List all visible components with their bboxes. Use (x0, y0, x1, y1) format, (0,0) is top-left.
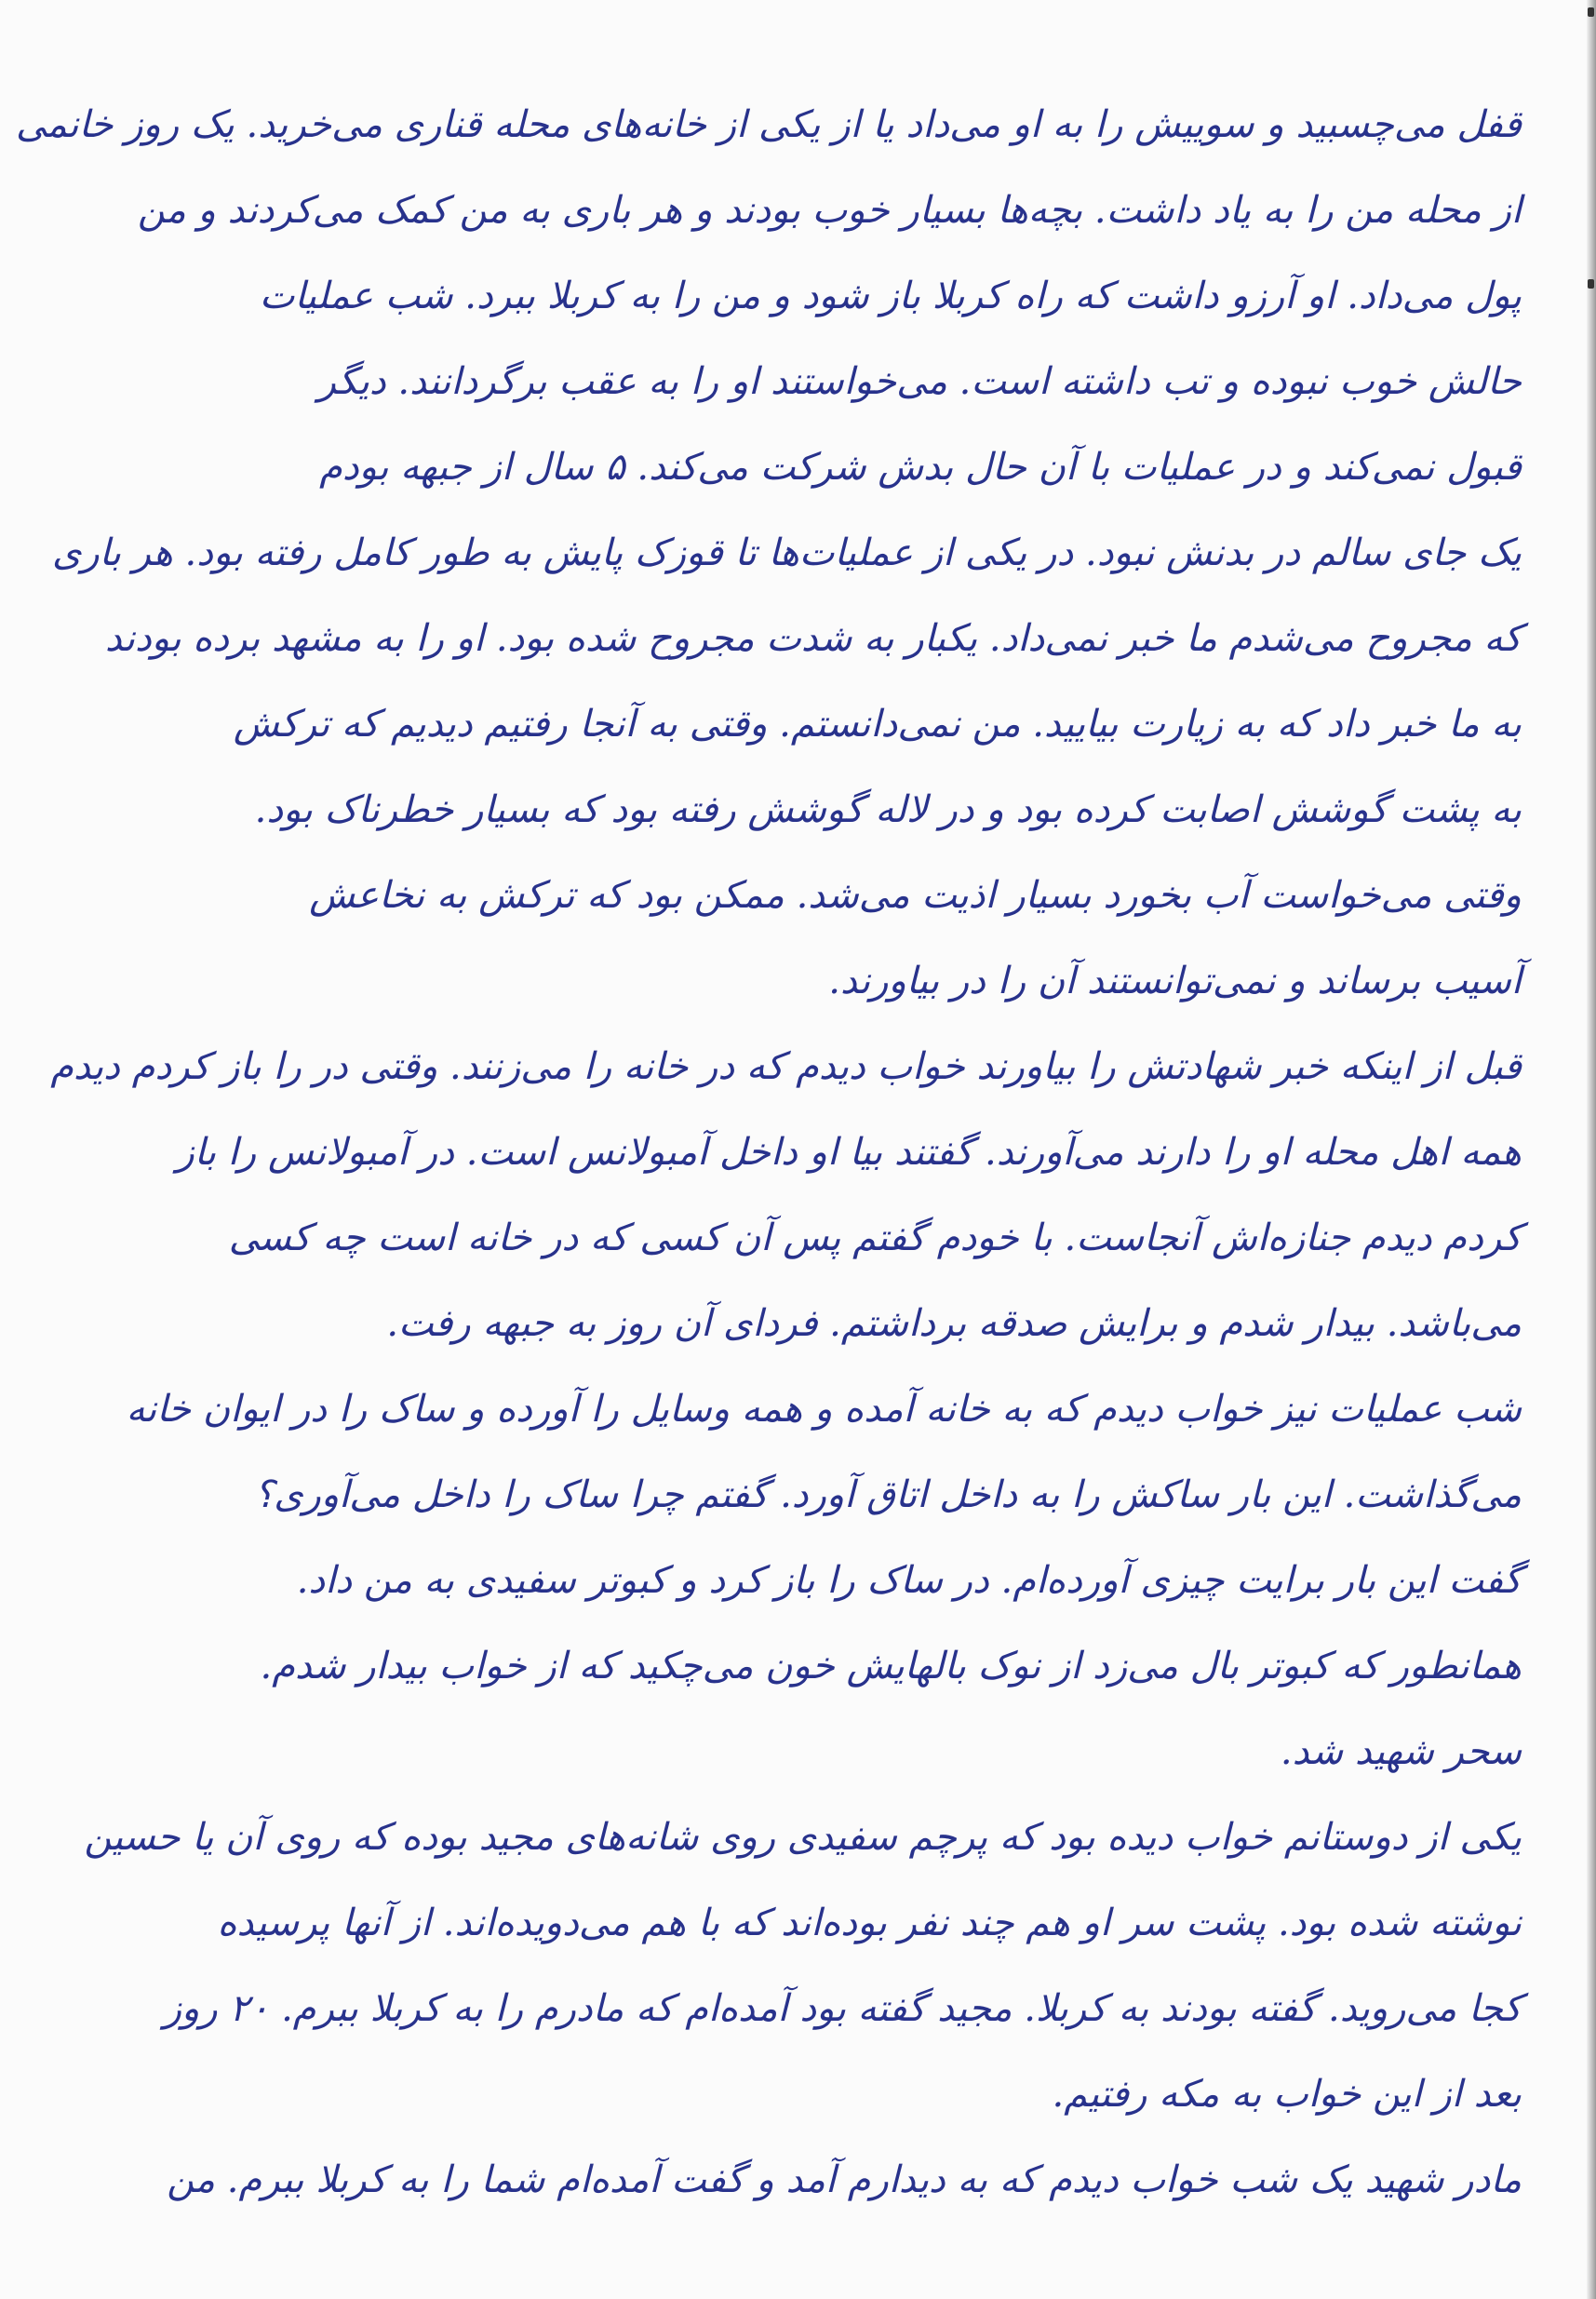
text-line: قبل از اینکه خبر شهادتش را بیاورند خواب دیدم که در خانه را می‌زنند. وقتی در را باز کردم دیدم (50, 1045, 1522, 1088)
text-line: یکی از دوستانم خواب دیده بود که پرچم سفیدی روی شانه‌های مجید بوده که روی آن یا حسین (84, 1816, 1522, 1859)
text-line: به ما خبر داد که به زیارت بیایید. من نمی‌دانستم. وقتی به آنجا رفتیم دیدیم که ترکش (233, 703, 1522, 746)
text-line: مادر شهید یک شب خواب دیدم که به دیدارم آمد و گفت آمده‌ام شما را به کربلا ببرم. من (167, 2158, 1522, 2201)
handwritten-text-block (15, 82, 1522, 2223)
text-line: از محله من را به یاد داشت. بچه‌ها بسیار خوب بودند و هر باری به من کمک می‌کردند و من (137, 189, 1522, 232)
text-line: کجا می‌روید. گفته بودند به کربلا. مجید گفته بود آمده‌ام که مادرم را به کربلا ببرم. ۲۰ روز (163, 1987, 1522, 2030)
text-line: می‌باشد. بیدار شدم و برایش صدقه برداشتم. فردای آن روز به جبهه رفت. (386, 1302, 1522, 1345)
page-edge-shadow (1587, 0, 1596, 2299)
text-line: سحر شهید شد. (1280, 1730, 1522, 1773)
text-line: قفل می‌چسبید و سوییش را به او می‌داد یا از یکی از خانه‌های محله قناری می‌خرید. یک روز خانمی (15, 103, 1522, 146)
text-line: حالش خوب نبوده و تب داشته است. می‌خواستند او را به عقب برگردانند. دیگر (317, 360, 1522, 403)
text-line: می‌گذاشت. این بار ساکش را به داخل اتاق آورد. گفتم چرا ساک را داخل می‌آوری؟ (253, 1473, 1522, 1516)
text-line: وقتی می‌خواست آب بخورد بسیار اذیت می‌شد. ممکن بود که ترکش به نخاعش (309, 874, 1522, 917)
text-line: به پشت گوشش اصابت کرده بود و در لاله گوشش رفته بود که بسیار خطرناک بود. (254, 788, 1522, 831)
text-line: آسیب برساند و نمی‌توانستند آن را در بیاورند. (828, 960, 1522, 1002)
text-line: نوشته شده بود. پشت سر او هم چند نفر بوده‌اند که با هم می‌دویده‌اند. از آنها پرسیده (217, 1902, 1522, 1944)
text-line: کردم دیدم جنازه‌اش آنجاست. با خودم گفتم پس آن کسی که در خانه است چه کسی (228, 1217, 1522, 1259)
text-line: قبول نمی‌کند و در عملیات با آن حال بدش شرکت می‌کند. ۵ سال از جبهه بودم (319, 446, 1522, 489)
text-line: گفت این بار برایت چیزی آورده‌ام. در ساک را باز کرد و کبوتر سفیدی به من داد. (296, 1559, 1522, 1602)
text-line: پول می‌داد. او آرزو داشت که راه کربلا باز شود و من را به کربلا ببرد. شب عملیات (259, 275, 1522, 317)
text-line: شب عملیات نیز خواب دیدم که به خانه آمده و همه وسایل را آورده و ساک را در ایوان خانه (126, 1388, 1522, 1431)
text-line: همانطور که کبوتر بال می‌زد از نوک بالهایش خون می‌چکید که از خواب بیدار شدم. (260, 1645, 1522, 1687)
text-line: که مجروح می‌شدم ما خبر نمی‌داد. یکبار به شدت مجروح شده بود. او را به مشهد برده بودند (104, 617, 1522, 660)
scan-mark (1588, 279, 1594, 289)
text-line: همه اهل محله او را دارند می‌آورند. گفتند بیا او داخل آمبولانس است. در آمبولانس را باز (176, 1131, 1522, 1174)
text-line: یک جای سالم در بدنش نبود. در یکی از عملیات‌ها تا قوزک پایش به طور کامل رفته بود. هر باری (52, 531, 1522, 574)
text-line: بعد از این خواب به مکه رفتیم. (1052, 2073, 1522, 2116)
scan-mark (1588, 7, 1594, 17)
